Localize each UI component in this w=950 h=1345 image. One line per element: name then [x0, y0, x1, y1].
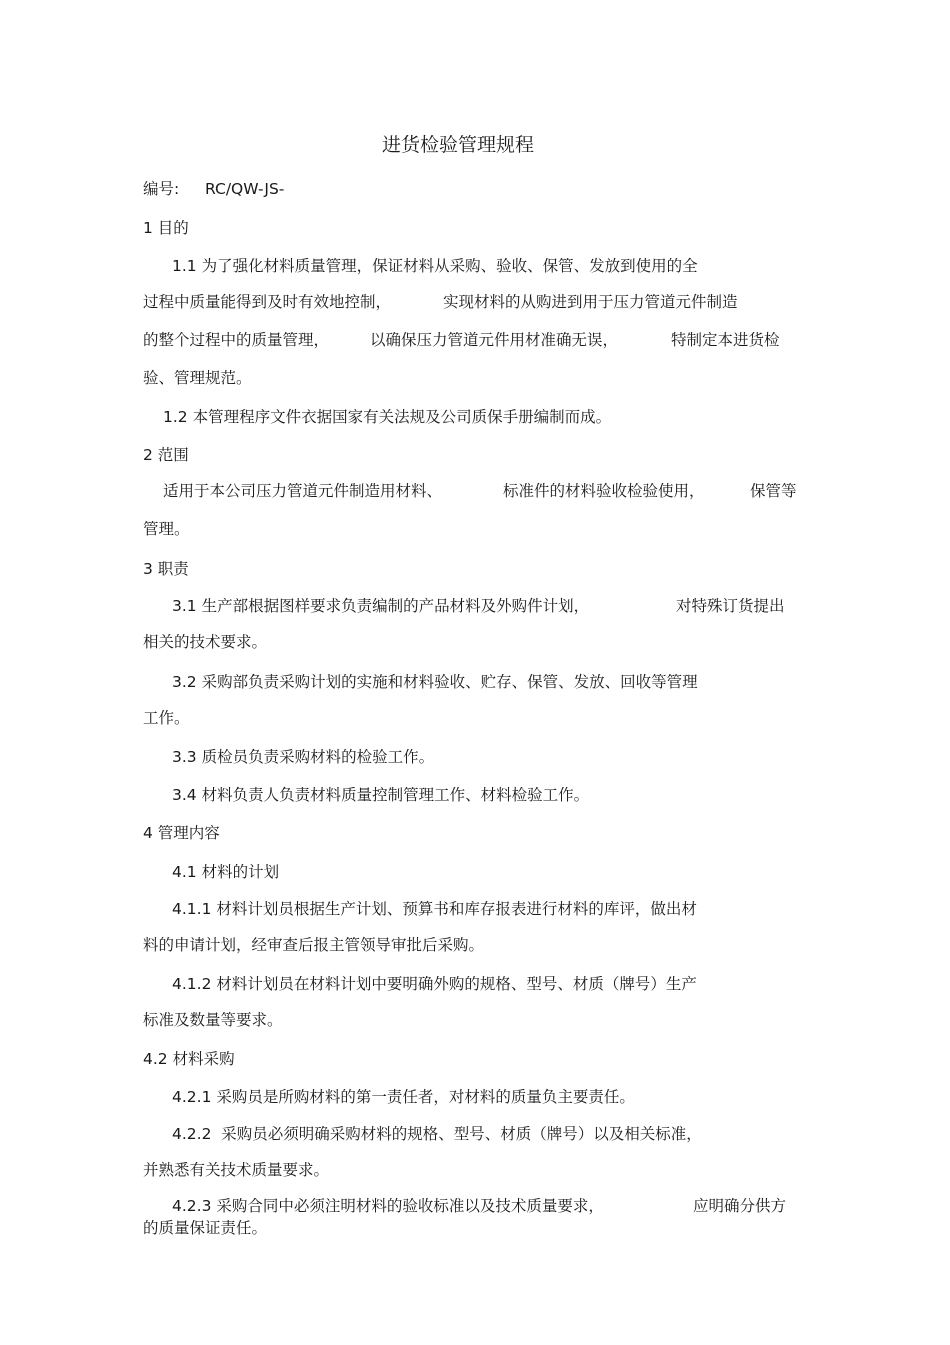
paragraph-3-4: 3.4 材料负责人负责材料质量控制管理工作、材料检验工作。 [172, 786, 590, 804]
paragraph-4-1-2-line-1: 4.1.2 材料计划员在材料计划中要明确外购的规格、型号、材质（牌号）生产 [172, 975, 697, 993]
paragraph-1-1-line-3b: 以确保压力管道元件用材准确无误， [370, 331, 619, 349]
section-1-heading: 1 目的 [143, 219, 189, 237]
paragraph-3-2-line-1: 3.2 采购部负责采购计划的实施和材料验收、贮存、保管、发放、回收等管理 [172, 673, 698, 691]
document-title: 进货检验管理规程 [381, 134, 534, 156]
paragraph-4-2-2-line-1: 4.2.2 采购员必须明确采购材料的规格、型号、材质（牌号）以及相关标准， [172, 1125, 702, 1143]
paragraph-4-2-3-line-2: 的质量保证责任。 [143, 1219, 268, 1237]
section-3-heading: 3 职责 [143, 560, 189, 578]
subsection-4-1-heading: 4.1 材料的计划 [172, 863, 280, 881]
paragraph-4-2-3-line-1b: 应明确分供方 [693, 1197, 787, 1215]
subsection-4-2-heading: 4.2 材料采购 [143, 1050, 235, 1068]
paragraph-4-1-1-line-2: 料的申请计划，经审查后报主管领导审批后采购。 [143, 936, 485, 954]
paragraph-4-2-3-line-1a: 4.2.3 采购合同中必须注明材料的验收标准以及技术质量要求， [172, 1197, 604, 1215]
paragraph-1-1-line-1: 1.1 为了强化材料质量管理，保证材料从采购、验收、保管、发放到使用的全 [172, 257, 698, 275]
paragraph-4-2-2-line-2: 并熟悉有关技术质量要求。 [143, 1161, 330, 1179]
paragraph-2-line-1c: 保管等 [750, 482, 797, 500]
paragraph-1-2: 1.2 本管理程序文件衣据国家有关法规及公司质保手册编制而成。 [163, 408, 612, 426]
paragraph-3-1-line-1a: 3.1 生产部根据图样要求负责编制的产品材料及外购件计划， [172, 597, 590, 615]
doc-number-label: 编号: [143, 180, 180, 198]
paragraph-3-1-line-1b: 对特殊订货提出 [676, 597, 785, 615]
paragraph-1-1-line-2a: 过程中质量能得到及时有效地控制， [143, 293, 392, 311]
paragraph-3-3: 3.3 质检员负责采购材料的检验工作。 [172, 748, 435, 766]
paragraph-3-1-line-2: 相关的技术要求。 [143, 633, 268, 651]
paragraph-4-1-1-line-1: 4.1.1 材料计划员根据生产计划、预算书和库存报表进行材料的库评，做出材 [172, 900, 697, 918]
doc-number-value: RC/QW-JS- [205, 180, 285, 198]
section-4-heading: 4 管理内容 [143, 824, 220, 842]
paragraph-1-1-line-2b: 实现材料的从购进到用于压力管道元件制造 [443, 293, 738, 311]
paragraph-1-1-line-3a: 的整个过程中的质量管理， [143, 331, 330, 349]
paragraph-1-1-line-3c: 特制定本进货检 [671, 331, 780, 349]
paragraph-4-2-1: 4.2.1 采购员是所购材料的第一责任者，对材料的质量负主要责任。 [172, 1088, 635, 1106]
paragraph-4-1-2-line-2: 标准及数量等要求。 [143, 1011, 283, 1029]
paragraph-2-line-1b: 标准件的材料验收检验使用， [503, 482, 705, 500]
paragraph-2-line-1a: 适用于本公司压力管道元件制造用材料、 [163, 482, 443, 500]
section-2-heading: 2 范围 [143, 446, 189, 464]
paragraph-2-line-2: 管理。 [143, 520, 190, 538]
paragraph-1-1-line-4: 验、管理规范。 [143, 369, 252, 387]
paragraph-3-2-line-2: 工作。 [143, 709, 190, 727]
